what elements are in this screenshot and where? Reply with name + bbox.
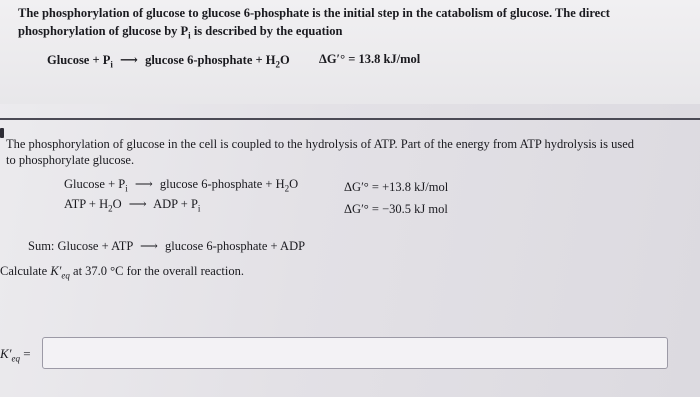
coupled-reaction-paragraph: The phosphorylation of glucose in the cell is coupled to the hydrolysis of ATP. Part of the energy from ATP hydrolysis is used to phosphorylate glucose. xyxy=(6,137,635,167)
intro-line-2: phosphorylation of glucose by $P_i$ is described by the equation xyxy=(18,24,343,41)
keq-answer-label: $K'_{eq}$ = xyxy=(0,346,31,364)
bullet-marker xyxy=(0,128,4,138)
reaction-1-delta-g: ΔG′° = +13.8 kJ/mol xyxy=(344,180,449,194)
sum-reaction: Sum: Glucose + ATP ⟶ glucose 6-phosphate + ADP xyxy=(28,239,306,253)
reaction-2: ATP + $H_2O$ ⟶ ADP + $P_i$ xyxy=(64,197,201,214)
direct-phosphorylation-equation: $Glucose + P_i$ ⟶ glucose 6-phosphate + $H_2O$ ΔG′° = 13.8 kJ/mol xyxy=(47,52,421,70)
calculate-prompt: Calculate $K'_{eq}$ at 37.0 °C for the overall reaction. xyxy=(0,264,244,281)
section-divider xyxy=(0,118,700,120)
keq-answer-field[interactable] xyxy=(42,337,668,369)
reaction-arrow: ⟶ xyxy=(120,53,138,67)
reaction-2-delta-g: ΔG′° = −30.5 kJ mol xyxy=(344,202,448,216)
delta-g-value: ΔG′° = 13.8 kJ/mol xyxy=(319,52,421,66)
intro-line-1: The phosphorylation of glucose to glucose 6-phosphate is the initial step in the catabolism of glucose. The direct xyxy=(18,6,610,20)
question-part-1 xyxy=(0,0,700,104)
reaction-1: $Glucose + P_i$ ⟶ glucose 6-phosphate + $H_2O$ xyxy=(64,177,299,194)
intro-paragraph xyxy=(18,4,678,45)
